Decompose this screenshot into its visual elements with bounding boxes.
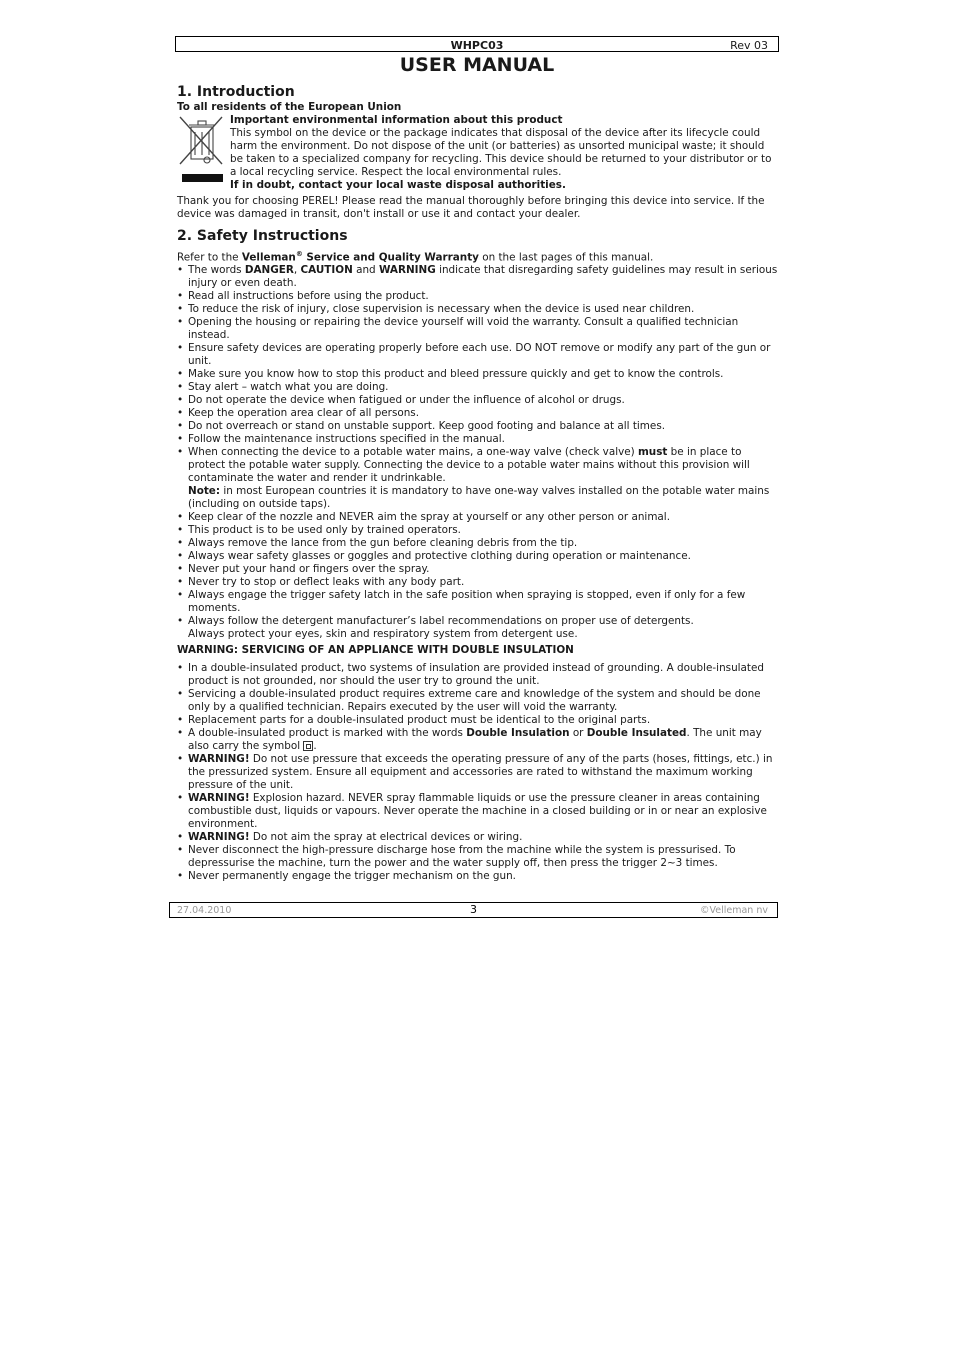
model-code: WHPC03 — [450, 39, 504, 52]
list-item: • Do not operate the device when fatigued or under the influence of alcohol or drugs. — [177, 394, 779, 407]
double-insulation-icon — [303, 741, 313, 751]
list-item: • Replacement parts for a double-insulated product must be identical to the original parts. — [177, 714, 779, 727]
warranty-reference: Refer to the Velleman® Service and Quality Warranty on the last pages of this manual. — [177, 250, 654, 264]
double-insulation-warning-heading: WARNING: SERVICING OF AN APPLIANCE WITH DOUBLE INSULATION — [177, 644, 574, 657]
list-item: • When connecting the device to a potable water mains, a one-way valve (check valve) must be in place to protect the potable water supply. Connecting the device to a potable water mains without this provision will contaminate the water and render it undrinkable. Note: in most European countries it is mandatory to have one-way valves installed on the potable water mains (including on outside taps). — [177, 446, 779, 511]
safety-list — [177, 264, 779, 641]
content — [175, 84, 779, 883]
footer-copyright: ©Velleman nv — [700, 905, 768, 916]
list-item: • Always follow the detergent manufacturer’s label recommendations on proper use of detergents. Always protect your eyes, skin and respiratory system from detergent use. — [177, 615, 779, 641]
env-contact: If in doubt, contact your local waste disposal authorities. — [230, 179, 566, 191]
list-item: • Read all instructions before using the product. — [177, 290, 779, 303]
list-item: • A double-insulated product is marked with the words Double Insulation or Double Insulated. The unit may also carry the symbol . — [177, 727, 779, 753]
env-heading: Important environmental information about this product — [230, 114, 563, 126]
environment-text — [230, 114, 779, 192]
list-item: • Never put your hand or fingers over the spray. — [177, 563, 779, 576]
intro-heading: 1. Introduction — [177, 84, 295, 100]
env-body: This symbol on the device or the package indicates that disposal of the device after its lifecycle could harm the environment. Do not dispose of the unit (or batteries) as unsorted municipal waste; it should be taken to a specialized company for recycling. This device should be returned to your distributor or to a local recycling service. Respect the local environmental rules. — [230, 127, 772, 178]
document-title: USER MANUAL — [399, 54, 555, 76]
footer-date: 27.04.2010 — [177, 905, 232, 916]
list-item: • The words DANGER, CAUTION and WARNING indicate that disregarding safety guidelines may result in serious injury or even death. — [177, 264, 779, 290]
list-item: • Never permanently engage the trigger mechanism on the gun. — [177, 870, 779, 883]
list-item: • Always engage the trigger safety latch in the safe position when spraying is stopped, even if only for a few moments. — [177, 589, 779, 615]
manual-page — [175, 36, 779, 883]
list-item: • Keep clear of the nozzle and NEVER aim the spray at yourself or any other person or animal. — [177, 511, 779, 524]
eu-line: To all residents of the European Union — [177, 101, 402, 113]
page-header — [175, 36, 779, 52]
thanks-paragraph: Thank you for choosing PEREL! Please read the manual thoroughly before bringing this device into service. If the device was damaged in transit, don't install or use it and contact your dealer. — [177, 195, 765, 220]
list-item: • WARNING! Do not aim the spray at electrical devices or wiring. — [177, 831, 779, 844]
environment-block — [177, 114, 779, 192]
list-item: • Always wear safety glasses or goggles and protective clothing during operation or maintenance. — [177, 550, 779, 563]
list-item: • Always remove the lance from the gun before cleaning debris from the tip. — [177, 537, 779, 550]
list-item: • Ensure safety devices are operating properly before each use. DO NOT remove or modify any part of the gun or unit. — [177, 342, 779, 368]
list-item: • Follow the maintenance instructions specified in the manual. — [177, 433, 779, 446]
list-item: • Make sure you know how to stop this product and bleed pressure quickly and get to know the controls. — [177, 368, 779, 381]
list-item: • Stay alert – watch what you are doing. — [177, 381, 779, 394]
list-item: • Do not overreach or stand on unstable support. Keep good footing and balance at all times. — [177, 420, 779, 433]
double-insulation-list — [177, 662, 779, 883]
list-item: • WARNING! Do not use pressure that exceeds the operating pressure of any of the parts (hoses, fittings, etc.) in the pressurized system. Ensure all equipment and accessories are rated to withstand the maximum working pressure of the unit. — [177, 753, 779, 792]
page-footer — [169, 902, 778, 918]
revision: Rev 03 — [730, 39, 768, 52]
crossed-bin-icon — [177, 114, 227, 188]
page-number: 3 — [470, 903, 477, 916]
list-item: • WARNING! Explosion hazard. NEVER spray flammable liquids or use the pressure cleaner in areas containing combustible dust, liquids or vapours. Never operate the machine in a closed building or in or near an explosive environment. — [177, 792, 779, 831]
list-item: • This product is to be used only by trained operators. — [177, 524, 779, 537]
list-item: • Never disconnect the high-pressure discharge hose from the machine while the system is pressurised. To depressurise the machine, turn the power and the water supply off, then press the trigger 2~3 times. — [177, 844, 779, 870]
list-item: • Opening the housing or repairing the device yourself will void the warranty. Consult a qualified technician instead. — [177, 316, 779, 342]
list-item: • To reduce the risk of injury, close supervision is necessary when the device is used near children. — [177, 303, 779, 316]
list-item: • Keep the operation area clear of all persons. — [177, 407, 779, 420]
list-item: • Never try to stop or deflect leaks with any body part. — [177, 576, 779, 589]
list-item: • In a double-insulated product, two systems of insulation are provided instead of grounding. A double-insulated product is not grounded, nor should the user try to ground the unit. — [177, 662, 779, 688]
list-item: • Servicing a double-insulated product requires extreme care and knowledge of the system and should be done only by a qualified technician. Repairs executed by the user will void the warranty. — [177, 688, 779, 714]
safety-heading: 2. Safety Instructions — [177, 228, 348, 244]
